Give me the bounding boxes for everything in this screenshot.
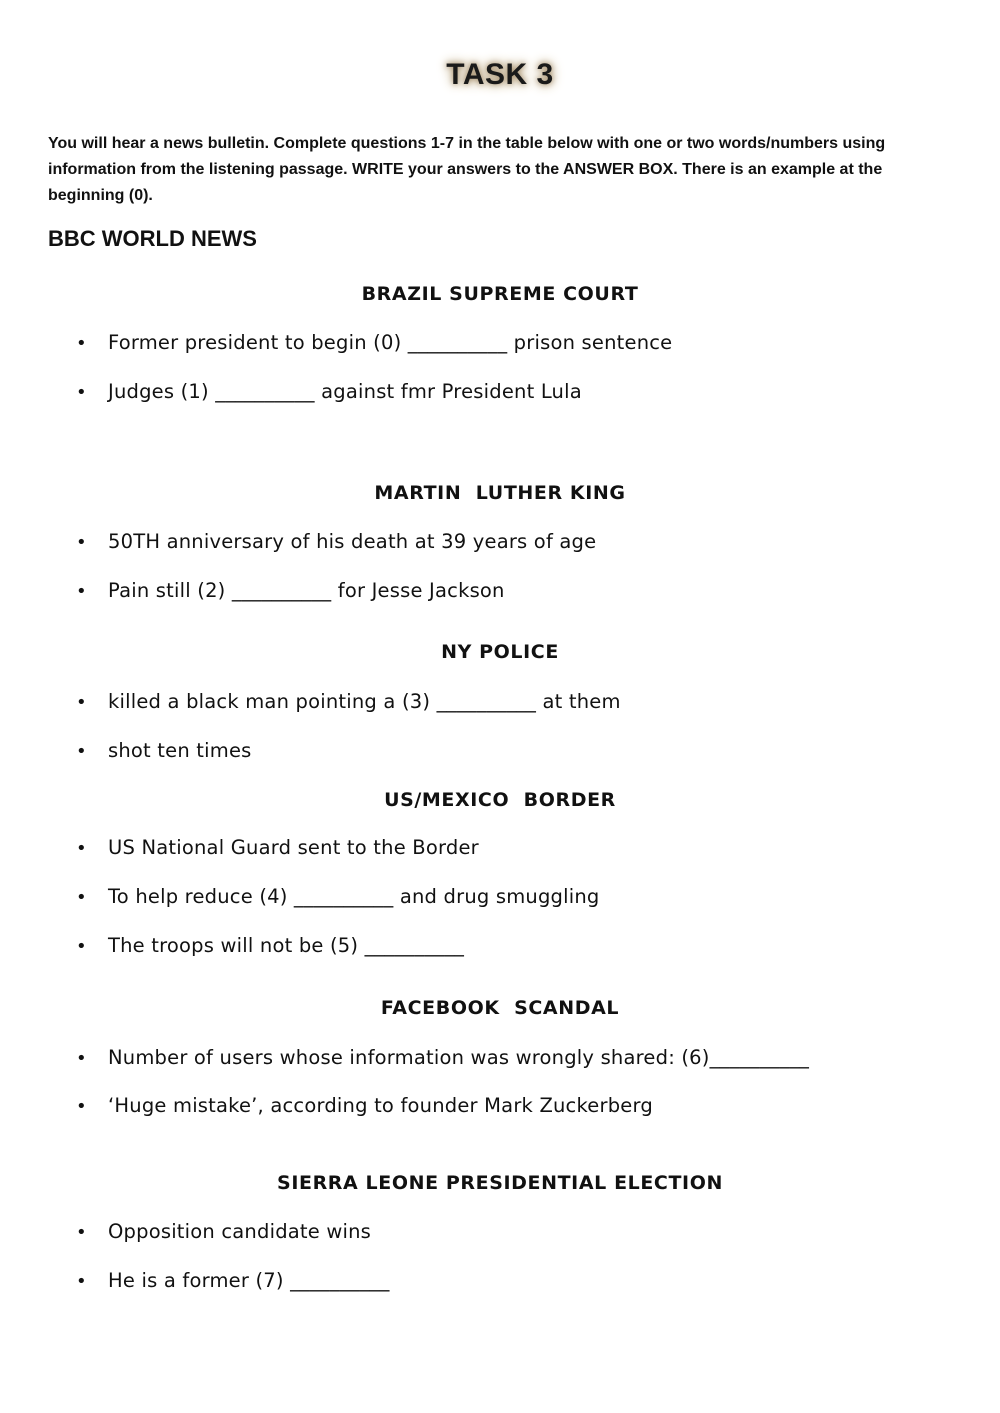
bullet-icon: •	[76, 887, 87, 908]
section-heading-mlk: MARTIN LUTHER KING	[374, 482, 626, 504]
list-item	[76, 836, 479, 859]
bullet-icon: •	[76, 1096, 87, 1117]
bullet-icon: •	[76, 532, 87, 553]
bullet-icon: •	[76, 838, 87, 859]
section-heading-us-mexico: US/MEXICO BORDER	[384, 789, 616, 811]
list-item-text: shot ten times	[108, 739, 252, 762]
bbc-world-news-heading: BBC WORLD NEWS	[48, 226, 257, 251]
bullet-icon: •	[76, 382, 87, 403]
list-item-text: killed a black man pointing a (3) __________ at them	[108, 690, 621, 713]
list-item-text: To help reduce (4) __________ and drug smuggling	[108, 885, 600, 908]
list-item	[76, 331, 672, 354]
list-item	[76, 690, 621, 713]
bullet-icon: •	[76, 333, 87, 354]
list-item-text: Judges (1) __________ against fmr President Lula	[108, 380, 582, 403]
bullet-icon: •	[76, 1271, 87, 1292]
list-item-text: The troops will not be (5) __________	[108, 934, 465, 957]
instructions-text: You will hear a news bulletin. Complete questions 1-7 in the table below with one or two words/numbers using information from the listening passage. WRITE your answers to the ANSWER BOX. There is an example at the beginning (0).	[48, 135, 886, 204]
list-item	[76, 934, 464, 957]
list-item	[76, 380, 582, 403]
bullet-icon: •	[76, 741, 87, 762]
list-item-text: ‘Huge mistake’, according to founder Mark Zuckerberg	[108, 1094, 653, 1117]
bullet-icon: •	[76, 1222, 87, 1243]
bullet-icon: •	[76, 936, 87, 957]
list-item	[76, 1046, 809, 1069]
list-item-text: Former president to begin (0) __________ prison sentence	[108, 331, 673, 354]
section-heading-sierra-leone: SIERRA LEONE PRESIDENTIAL ELECTION	[277, 1172, 723, 1194]
list-item-text: 50TH anniversary of his death at 39 years of age	[108, 530, 597, 553]
list-item	[76, 1094, 653, 1117]
list-item-text: Opposition candidate wins	[108, 1220, 372, 1243]
list-item	[76, 739, 252, 762]
list-item-text: Number of users whose information was wrongly shared: (6)__________	[108, 1046, 810, 1069]
list-item-text: He is a former (7) __________	[108, 1269, 390, 1292]
task-title: TASK 3	[446, 58, 554, 91]
bullet-icon: •	[76, 1048, 87, 1069]
bullet-icon: •	[76, 581, 87, 602]
section-heading-ny-police: NY POLICE	[441, 641, 559, 663]
section-heading-brazil: BRAZIL SUPREME COURT	[361, 283, 639, 305]
section-heading-facebook: FACEBOOK SCANDAL	[380, 997, 620, 1019]
list-item	[76, 1269, 390, 1292]
list-item	[76, 885, 600, 908]
list-item-text: US National Guard sent to the Border	[108, 836, 479, 859]
list-item	[76, 530, 596, 553]
bullet-icon: •	[76, 692, 87, 713]
list-item	[76, 579, 505, 602]
list-item-text: Pain still (2) __________ for Jesse Jackson	[108, 579, 505, 602]
list-item	[76, 1220, 371, 1243]
